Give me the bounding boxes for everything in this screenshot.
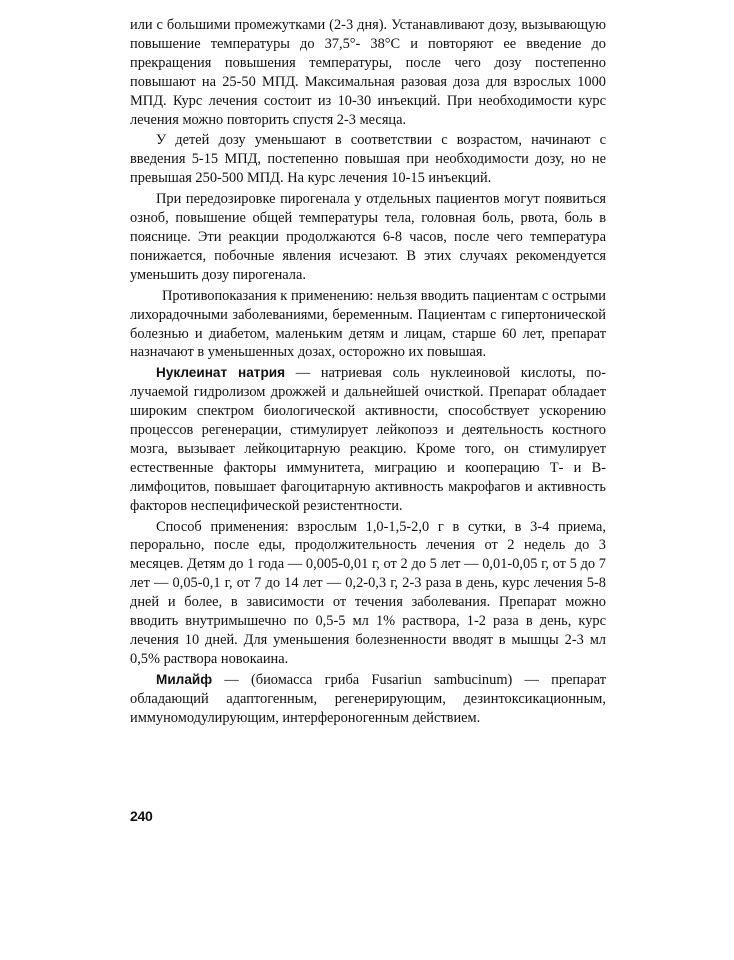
paragraph-text: — (биомасса гриба Fusariun sambucinum) — препарат обладающий адаптогенным, регенерирующим, дезинтоксикационным, иммуномодулирующим, интерфероногенным действием. [130,671,606,726]
paragraph-text: Способ применения: взрослым 1,0-1,5-2,0 г в сутки, в 3-4 приема, перорально, после еды, продолжительность лечения от 2 недель до 3 месяцев. Детям до 1 года — 0,005-0,01 г, от 2 до 5 лет — 0,01-0,05 г, от 5 до 7 лет — 0,05-0,1 г, от 7 до 14 лет — 0,2-0,3 г, 2-3 раза в день, курс лечения 5-8 дней и более, в зависимости от течения заболевания. Препарат можно вводить внутримышечно по 0,5-5 мл 1% раствора, 1-2 раза в день, курс лечения 10 дней. Для уменьшения болезненности вводят в мышцы 2-3 мл 0,5% раствора новокаина. [130,518,606,667]
paragraph-administration [130,518,606,669]
paragraph-text: или с большими промежутками (2-3 дня). Устанавливают дозу, вызывающую повышение температуры до 37,5°- 38°С и повторяют ее введение до прекращения повышения температуры, после чего дозу постепенно повышают на 25-50 МПД. Максимальная разовая доза для взрослых 1000 МПД. Курс лечения состоит из 10-30 инъекций. При необходимости курс лечения можно повторить спустя 2-3 месяца. [130,17,606,128]
paragraph-text: При передозировке пирогенала у отдельных пациентов могут появиться озноб, повышение общей температуры тела, головная боль, рвота, боль в пояснице. Эти реакции продолжаются 6-8 часов, после чего температура понижается, побочные явления исчезают. В этих случаях рекомендуется уменьшить дозу пирогенала. [130,191,606,283]
paragraph-contraindications [130,287,606,363]
drug-term: Милайф [156,671,213,687]
paragraph-sodium-nucleinate [130,364,606,515]
paragraph-children-dosing [130,131,606,188]
body-text [130,16,606,730]
paragraph-milife [130,671,606,728]
paragraph-text: — натриевая соль нуклеиновой кислоты, получаемой гидролизом дрожжей и дальнейшей очисткой. Препарат обладает широким спектром биологической активности, способствует ускорению процессов регенерации, стимулирует лейкопоэз и деятельность костного мозга, вызывает лейкоцитарную реакцию. Кроме того, он стимулирует естественные факторы иммунитета, миграцию и кооперацию Т- и В- лимфоцитов, повышает фагоцитарную активность макрофагов и активность факторов неспецифической резистентности. [130,365,606,514]
paragraph-overdose [130,190,606,285]
drug-term: Нуклеинат натрия [156,365,286,381]
paragraph-text: У детей дозу уменьшают в соответствии с возрастом, начинают с введения 5-15 МПД, постепенно повышая при необходимости дозу, но не превышая 250-500 МПД. На курс лечения 10-15 инъекций. [130,132,606,187]
paragraph-text: Противопоказания к применению: нельзя вводить пациентам с острыми лихорадочными заболеваниями, беременным. Пациентам с гипертонической болезнью и диабетом, маленьким детям и лицам, старше 60 лет, препарат назначают в уменьшенных дозах, осторожно их повышая. [130,287,606,361]
page-number: 240 [130,808,153,824]
paragraph-pyrogenal-dosing [130,16,606,129]
